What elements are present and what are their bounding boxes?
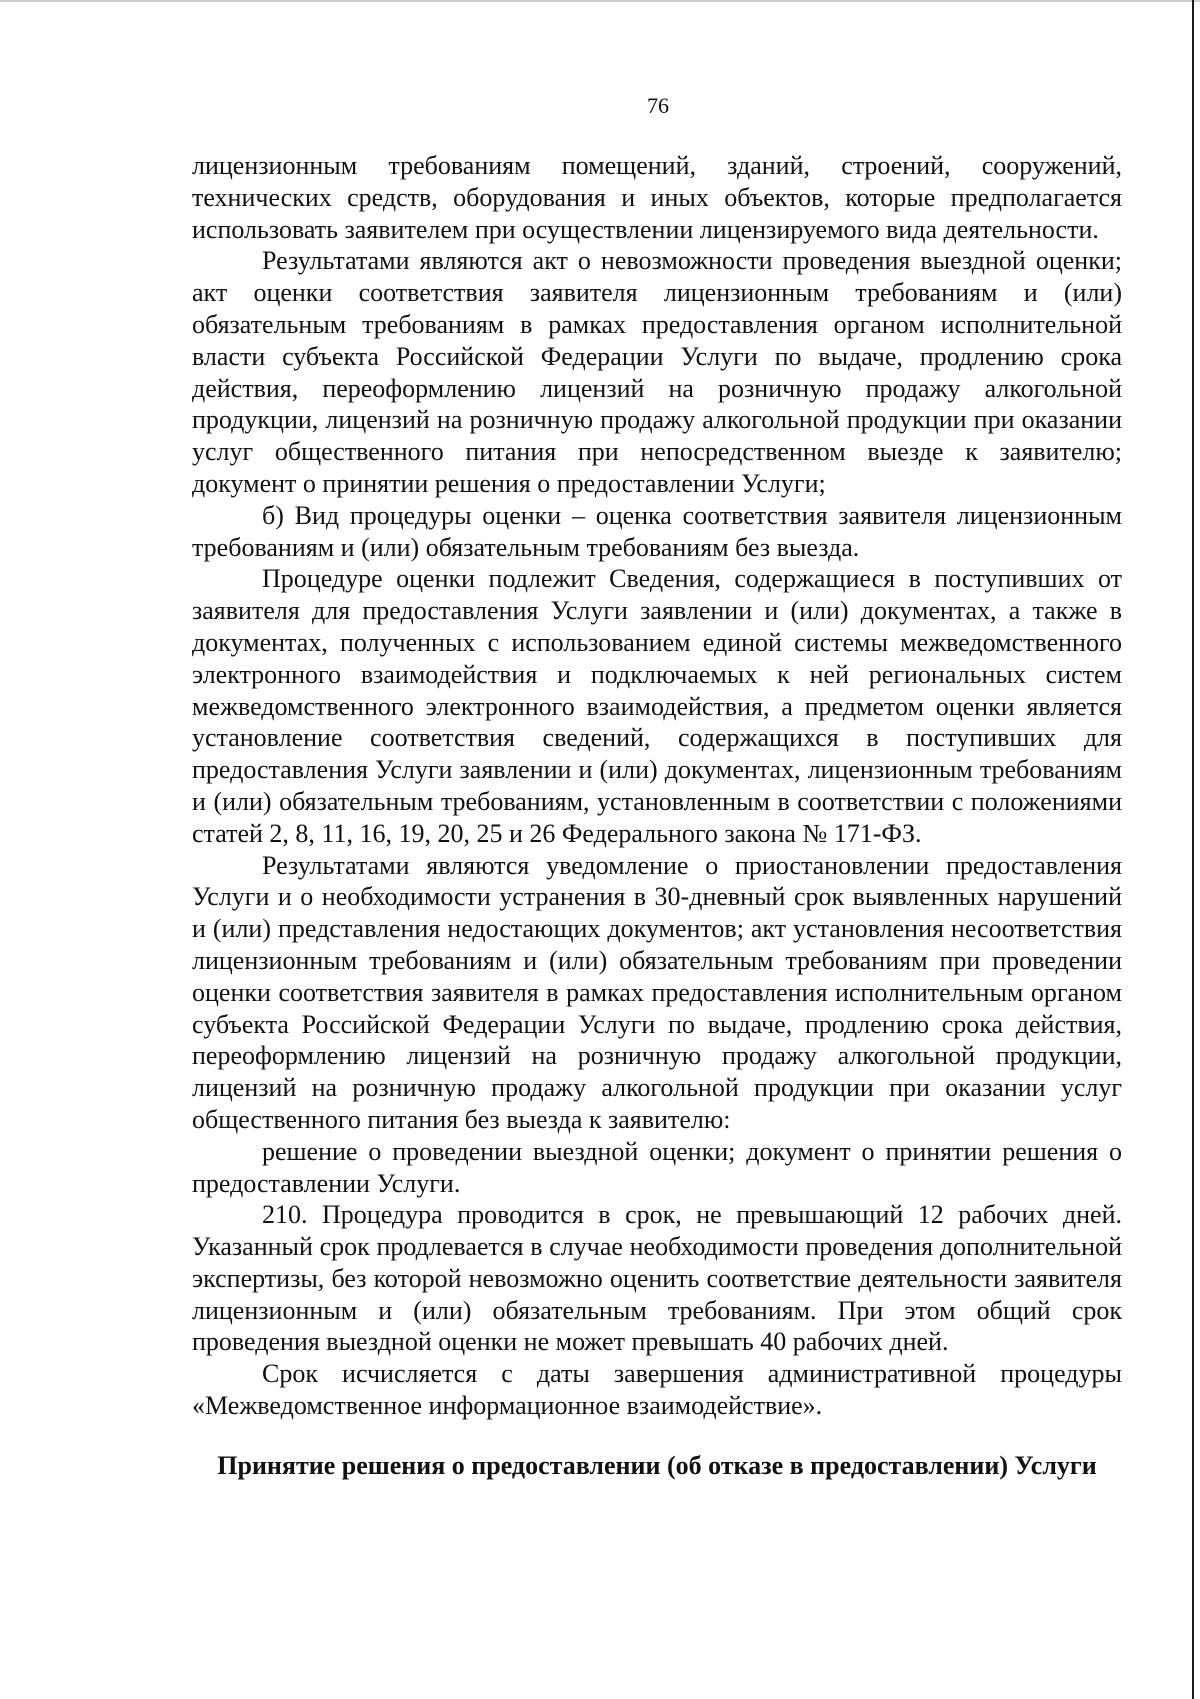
document-body [192, 150, 1122, 1482]
section-heading: Принятие решения о предоставлении (об отказе в предоставлении) Услуги [217, 1450, 1097, 1480]
scan-top-edge [0, 0, 1200, 2]
paragraph-210-term: 210. Процедура проводится в срок, не превышающий 12 рабочих дней. Указанный срок продлевается в случае необходимости проведения дополнительной экспертизы, без которой невозможно оценить соответствие деятельности заявителя лицензионным и (или) обязательным требованиям. При этом общий срок проведения выездной оценки не может превышать 40 рабочих дней. [192, 1200, 1122, 1357]
paragraph-decision-on-field-assessment: решение о проведении выездной оценки; документ о принятии решения о предоставлении Услуги. [192, 1136, 1122, 1198]
paragraph-term-calculation: Срок исчисляется с даты завершения административной процедуры «Межведомственное информационное взаимодействие». [192, 1359, 1122, 1421]
paragraph-continuation: лицензионным требованиям помещений, зданий, строений, сооружений, технических средств, оборудования и иных объектов, которые предполагается использовать заявителем при осуществлении лицензируемого вида деятельности. [192, 151, 1122, 244]
scan-right-edge [1192, 0, 1194, 1699]
paragraph-results-field-assessment: Результатами являются акт о невозможности проведения выездной оценки; акт оценки соответствия заявителя лицензионным требованиям и (или) обязательным требованиям в рамках предоставления органом исполнительной власти субъекта Российской Федерации Услуги по выдаче, продлению срока действия, переоформлению лицензий на розничную продажу алкогольной продукции, лицензий на розничную продажу алкогольной продукции при оказании услуг общественного питания при непосредственном выезде к заявителю; документ о принятии решения о предоставлении Услуги; [192, 246, 1122, 498]
paragraph-assessment-type-b: б) Вид процедуры оценки – оценка соответствия заявителя лицензионным требованиям и (или) обязательным требованиям без выезда. [192, 500, 1122, 562]
paragraph-assessment-subject: Процедуре оценки подлежит Сведения, содержащиеся в поступивших от заявителя для предоставления Услуги заявлении и (или) документах, а также в документах, полученных с использованием единой системы межведомственного электронного взаимодействия и подключаемых к ней региональных систем межведомственного электронного взаимодействия, а предметом оценки является установление соответствия сведений, содержащихся в поступивших для предоставления Услуги заявлении и (или) документах, лицензионным требованиям и (или) обязательным требованиям, установленным в соответствии с положениями статей 2, 8, 11, 16, 19, 20, 25 и 26 Федерального закона № 171-ФЗ. [192, 564, 1122, 848]
page-number: 76 [647, 93, 669, 118]
paragraph-results-no-visit: Результатами являются уведомление о приостановлении предоставления Услуги и о необходимости устранения в 30-дневный срок выявленных нарушений и (или) представления недостающих документов; акт установления несоответствия лицензионным требованиям и (или) обязательным требованиям при проведении оценки соответствия заявителя в рамках предоставления исполнительным органом субъекта Российской Федерации Услуги по выдаче, продлению срока действия, переоформлению лицензий на розничную продажу алкогольной продукции, лицензий на розничную продажу алкогольной продукции при оказании услуг общественного питания без выезда к заявителю: [192, 850, 1122, 1134]
